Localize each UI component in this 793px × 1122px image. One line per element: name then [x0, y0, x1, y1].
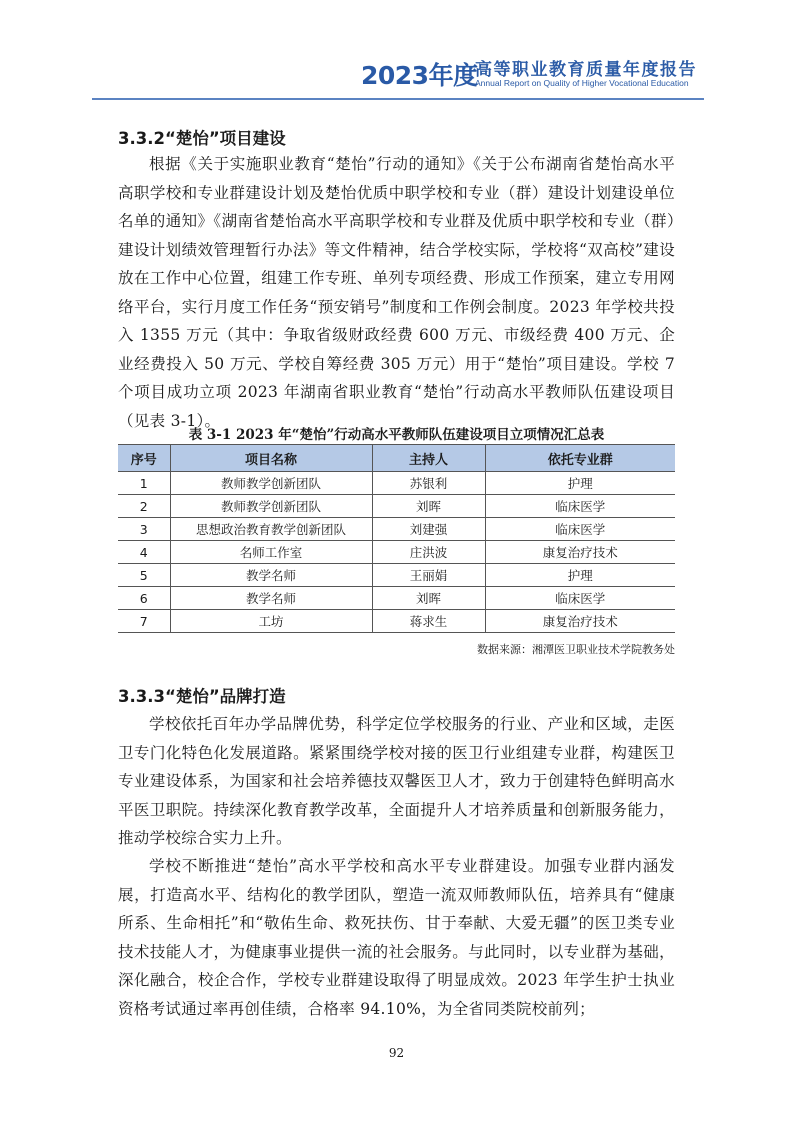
cell-leader: 刘晖	[372, 495, 485, 518]
table-row	[118, 495, 675, 518]
section-332-paragraph: 根据《关于实施职业教育“楚怡”行动的通知》《关于公布湖南省楚怡高水平高职学校和专业群建设计划及楚怡优质中职学校和专业（群）建设计划建设单位名单的通知》《湖南省楚怡高水平高职学校和专业群及优质中职学校和专业（群）建设计划绩效管理暂行办法》等文件精神，结合学校实际，学校将“双高校”建设放在工作中心位置，组建工作专班、单列专项经费、形成工作预案，建立专用网络平台，实行月度工作任务“预安销号”制度和工作例会制度。2023 年学校共投入 1355 万元（其中：争取省级财政经费 600 万元、市级经费 400 万元、企业经费投入 50 万元、学校自筹经费 305 万元）用于“楚怡”项目建设。学校 7 个项目成功立项 2023 年湖南省职业教育“楚怡”行动高水平教师队伍建设项目（见表 3-1）。	[118, 155, 675, 430]
table-row	[118, 564, 675, 587]
project-table	[118, 444, 675, 633]
page-number: 92	[388, 1046, 405, 1060]
cell-major: 康复治疗技术	[485, 610, 675, 633]
cell-project: 思想政治教育教学创新团队	[170, 518, 372, 541]
cell-index: 5	[118, 564, 170, 587]
table-caption: 表 3-1 2023 年“楚怡”行动高水平教师队伍建设项目立项情况汇总表	[188, 427, 605, 443]
col-header-leader: 主持人	[372, 445, 485, 472]
cell-major: 康复治疗技术	[485, 541, 675, 564]
cell-leader: 刘晖	[372, 587, 485, 610]
header-divider	[92, 98, 704, 100]
table-row	[118, 610, 675, 633]
cell-index: 1	[118, 472, 170, 495]
section-333-paragraph-1: 学校依托百年办学品牌优势，科学定位学校服务的行业、产业和区域，走医卫专门化特色化发展道路。紧紧围绕学校对接的医卫行业组建专业群，构建医卫专业建设体系，为国家和社会培养德技双馨医卫人才，致力于创建特色鲜明高水平医卫职院。持续深化教育教学改革，全面提升人才培养质量和创新服务能力，推动学校综合实力上升。	[118, 715, 675, 847]
cell-major: 护理	[485, 472, 675, 495]
cell-leader: 刘建强	[372, 518, 485, 541]
cell-leader: 蒋求生	[372, 610, 485, 633]
cell-index: 2	[118, 495, 170, 518]
cell-project: 工坊	[170, 610, 372, 633]
cell-leader: 王丽娟	[372, 564, 485, 587]
cell-index: 3	[118, 518, 170, 541]
cell-project: 教学名师	[170, 587, 372, 610]
header-year-title: 2023年度	[361, 61, 478, 90]
section-333-paragraph-2: 学校不断推进“楚怡”高水平学校和高水平专业群建设。加强专业群内涵发展，打造高水平、结构化的教学团队，塑造一流双师教师队伍，培养具有“健康所系、生命相托”和“敬佑生命、救死扶伤、甘于奉献、大爱无疆”的医卫类专业技术技能人才，为健康事业提供一流的社会服务。与此同时，以专业群为基础，深化融合，校企合作，学校专业群建设取得了明显成效。2023 年学生护士执业资格考试通过率再创佳绩，合格率 94.10%，为全省同类院校前列；	[118, 857, 675, 1018]
section-heading-332: 3.3.2“楚怡”项目建设	[118, 129, 286, 148]
cell-major: 临床医学	[485, 587, 675, 610]
cell-leader: 苏银利	[372, 472, 485, 495]
col-header-project: 项目名称	[170, 445, 372, 472]
cell-project: 教师教学创新团队	[170, 495, 372, 518]
cell-leader: 庄洪波	[372, 541, 485, 564]
table-row	[118, 587, 675, 610]
header-report-title: 高等职业教育质量年度报告	[475, 60, 697, 80]
cell-major: 护理	[485, 564, 675, 587]
cell-project: 名师工作室	[170, 541, 372, 564]
col-header-index: 序号	[118, 445, 170, 472]
table-row	[118, 541, 675, 564]
section-heading-333: 3.3.3“楚怡”品牌打造	[118, 687, 286, 706]
cell-project: 教师教学创新团队	[170, 472, 372, 495]
cell-index: 7	[118, 610, 170, 633]
table-row	[118, 518, 675, 541]
cell-project: 教学名师	[170, 564, 372, 587]
header-subtitle: Annual Report on Quality of Higher Vocational Education	[475, 78, 689, 88]
cell-major: 临床医学	[485, 518, 675, 541]
table-row	[118, 472, 675, 495]
table-header-row	[118, 445, 675, 472]
col-header-major: 依托专业群	[485, 445, 675, 472]
page-header	[0, 0, 793, 100]
cell-index: 6	[118, 587, 170, 610]
cell-index: 4	[118, 541, 170, 564]
table-source-note: 数据来源：湘潭医卫职业技术学院教务处	[477, 643, 675, 656]
cell-major: 临床医学	[485, 495, 675, 518]
